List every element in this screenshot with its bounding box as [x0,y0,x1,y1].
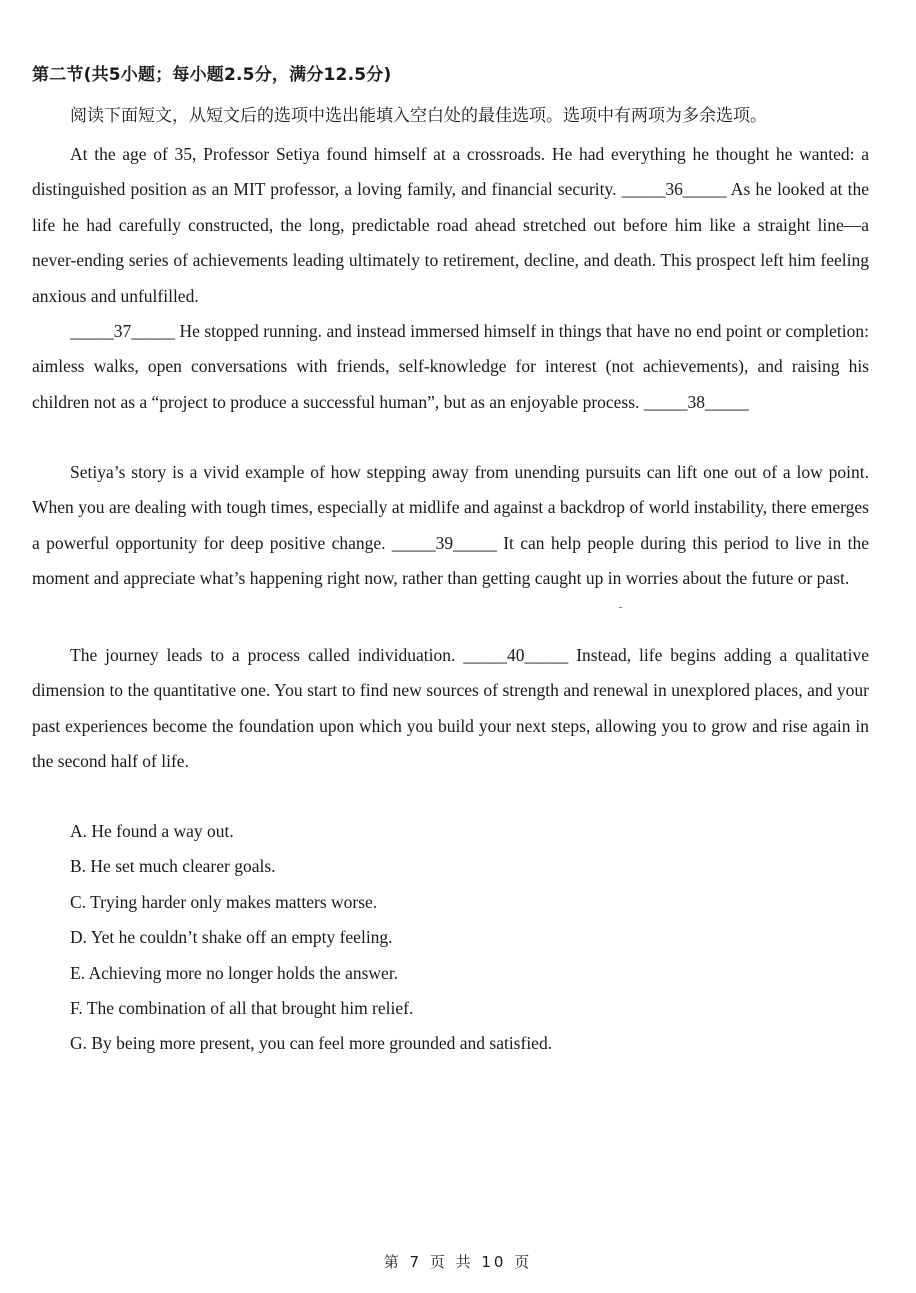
page-number-footer: 第 7 页 共 10 页 [383,1253,533,1271]
passage-paragraph-3: Setiya’s story is a vivid example of how stepping away from unending pursuits can lift one out of a low point. When you are dealing with tough times, especially at midlife and against a backdrop of world instability, there emerges a powerful opportunity for deep positive change. _____39_____ It can help people during this period to live in the moment and appreciate what’s happening right now, rather than getting caught up in worries about the future or past. [32,462,869,589]
option-d: D. Yet he couldn’t shake off an empty feeling. [70,927,393,948]
passage-paragraph-2: _____37_____ He stopped running. and instead immersed himself in things that have no end point or completion: aimless walks, open conversations with friends, self-knowledge for interest (not achievements), and raising his children not as a “project to produce a successful human”, but as an enjoyable process. _____38_____ [32,321,869,412]
option-c: C. Trying harder only makes matters worse. [70,891,378,912]
option-g: G. By being more present, you can feel more grounded and satisfied. [70,1033,553,1054]
option-f: F. The combination of all that brought him relief. [70,998,414,1019]
option-a: A. He found a way out. [70,821,234,841]
section-instruction: 阅读下面短文，从短文后的选项中选出能填入空白处的最佳选项。选项中有两项为多余选项。 [70,106,767,126]
scan-speck [619,607,622,608]
passage-paragraph-4: The journey leads to a process called individuation. _____40_____ Instead, life begins adding a qualitative dimension to the quantitative one. You start to find new sources of strength and renewal in unexplored places, and your past experiences become the foundation upon which you build your next steps, allowing you to grow and rise again in the second half of life. [32,645,869,772]
option-e: E. Achieving more no longer holds the answer. [70,962,399,983]
passage-paragraph-1: At the age of 35, Professor Setiya found himself at a crossroads. He had everything he thought he wanted: a distinguished position as an MIT professor, a loving family, and financial security. _____36_____ As he looked at the life he had carefully constructed, the long, predictable road ahead stretched out before him like a straight line—a never-ending series of achievements leading ultimately to retirement, decline, and death. This prospect left him feeling anxious and unfulfilled. [32,144,869,306]
section-heading: 第二节(共5小题；每小题2.5分，满分12.5分) [32,65,392,85]
option-b: B. He set much clearer goals. [70,856,276,877]
answer-options-list [70,814,552,1062]
